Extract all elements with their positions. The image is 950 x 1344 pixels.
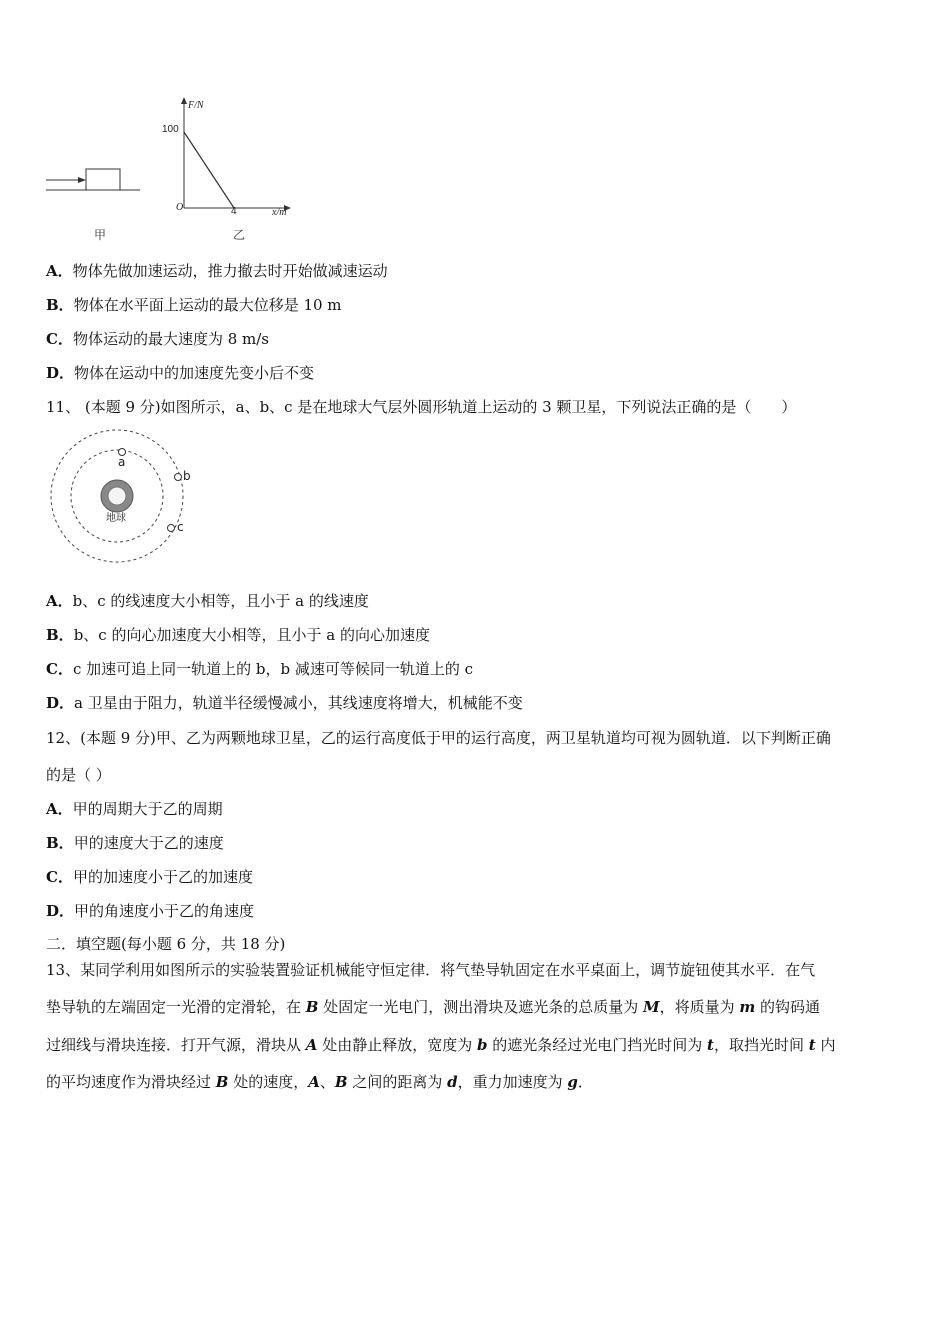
- q12-option-b: B．甲的速度大于乙的速度: [46, 834, 224, 852]
- y-tick-100: 100: [162, 124, 179, 135]
- satellite-b-icon: [175, 474, 182, 481]
- q12-stem-line2: 的是（ ）: [46, 766, 111, 784]
- q13-line2: 垫导轨的左端固定一光滑的定滑轮，在 B 处固定一光电门，测出滑块及遮光条的总质量为 M，将质量为 m 的钩码通: [46, 998, 821, 1016]
- label-jia: 甲: [94, 228, 107, 242]
- q10-option-d: D．物体在运动中的加速度先变小后不变: [46, 364, 315, 382]
- y-axis-label: F/N: [188, 100, 204, 111]
- q10-option-c: C．物体运动的最大速度为 8 m/s: [46, 330, 270, 348]
- sat-c-label: c: [177, 520, 184, 534]
- q10-option-a: A．物体先做加速运动，推力撤去时开始做减速运动: [46, 262, 388, 280]
- q12-option-d: D．甲的角速度小于乙的角速度: [46, 902, 255, 920]
- q11-stem: 11、 (本题 9 分)如图所示，a、b、c 是在地球大气层外圆形轨道上运动的 3 颗卫星，下列说法正确的是（ ）: [46, 398, 797, 416]
- earth-label: 地球: [106, 513, 126, 524]
- q11-option-a: A．b、c 的线速度大小相等，且小于 a 的线速度: [46, 592, 369, 610]
- force-line: [184, 132, 234, 208]
- push-arrow-head: [78, 177, 86, 183]
- block-diagram: [44, 162, 154, 202]
- q11-option-c: C．c 加速可追上同一轨道上的 b，b 减速可等候同一轨道上的 c: [46, 660, 474, 678]
- q11-option-d: D．a 卫星由于阻力，轨道半径缓慢减小，其线速度将增大，机械能不变: [46, 694, 523, 712]
- q10-option-b: B．物体在水平面上运动的最大位移是 10 m: [46, 296, 342, 314]
- origin-label: O: [176, 202, 184, 213]
- earth-highlight: [108, 487, 126, 505]
- q11-option-b: B．b、c 的向心加速度大小相等，且小于 a 的向心加速度: [46, 626, 430, 644]
- block: [86, 169, 120, 190]
- q10-figure: [40, 96, 310, 246]
- sat-a-label: a: [118, 455, 126, 469]
- y-axis-arrow: [181, 97, 187, 104]
- x-tick-4: 4: [231, 206, 237, 217]
- satellite-c-icon: [168, 525, 175, 532]
- q12-option-a: A．甲的周期大于乙的周期: [46, 800, 223, 818]
- q12-option-c: C．甲的加速度小于乙的加速度: [46, 868, 253, 886]
- label-yi: 乙: [233, 228, 246, 242]
- x-axis-label: x/m: [272, 207, 287, 218]
- sat-b-label: b: [183, 469, 191, 483]
- q13-line4: 的平均速度作为滑块经过 B 处的速度，A、B 之间的距离为 d，重力加速度为 g．: [46, 1073, 593, 1091]
- f-x-graph: [168, 96, 308, 226]
- orbit-diagram: [44, 428, 204, 568]
- q13-line3: 过细线与滑块连接．打开气源，滑块从 A 处由静止释放，宽度为 b 的遮光条经过光电门挡光时间为 t，取挡光时间 t 内: [46, 1036, 836, 1054]
- section2-title: 二．填空题(每小题 6 分，共 18 分): [46, 935, 286, 953]
- q13-line1: 13、某同学利用如图所示的实验装置验证机械能守恒定律．将气垫导轨固定在水平桌面上，调节旋钮使其水平．在气: [46, 961, 816, 979]
- q12-stem-line1: 12、(本题 9 分)甲、乙为两颗地球卫星，乙的运行高度低于甲的运行高度，两卫星轨道均可视为圆轨道．以下判断正确: [46, 729, 831, 747]
